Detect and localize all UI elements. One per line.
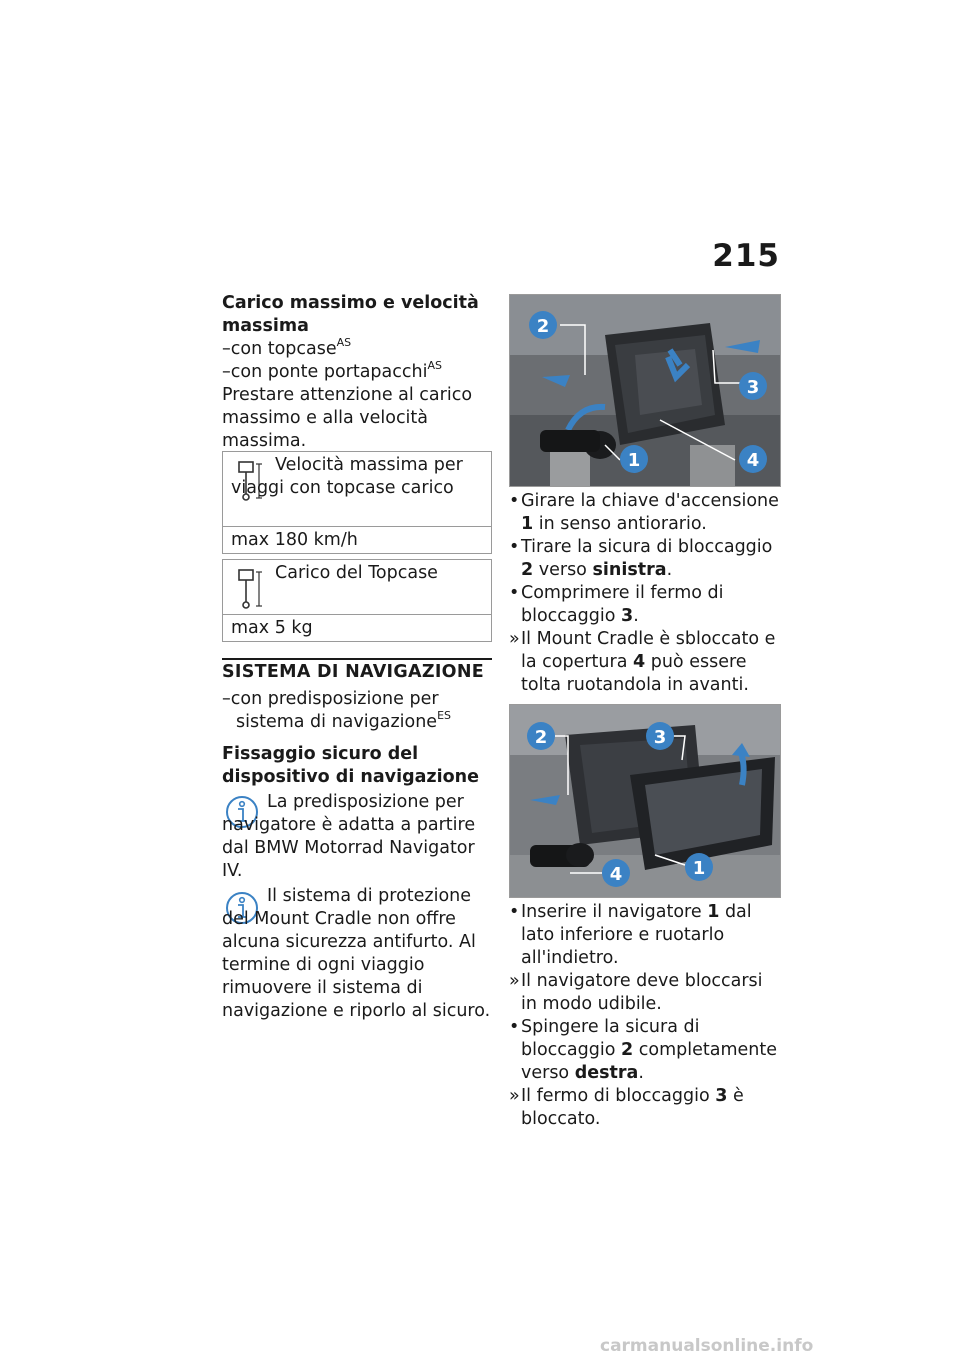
spec-value: max 5 kg [231,618,313,638]
navigator-illustration [510,705,780,897]
steps-unlock [509,490,779,697]
page-number: 215 [712,238,780,274]
option-navigation: –con predisposizione per sistema di navigazione$^{ES}$ [222,689,452,732]
steps-insert [509,901,779,1131]
callout-1: 1 [692,858,706,879]
option-luggage-rack: –con ponte portapacchi$^{AS}$ [222,359,442,382]
callout-4: 4 [746,450,760,471]
result-item: » Il Mount Cradle è sbloccato e la copertura 4 può essere tolta ruotandola in avanti. [509,628,779,697]
subheading: Fissaggio sicuro del dispositivo di navigazione [222,744,479,787]
navigation-section [222,688,492,789]
cradle-illustration [510,295,780,486]
result-item: » Il fermo di bloccaggio 3 è bloccato. [509,1085,779,1131]
callout-2: 2 [534,727,548,748]
navigation-section-heading: SISTEMA DI NAVIGAZIONE [222,658,492,682]
photo-mount-cradle-unlock [509,294,781,487]
option-topcase: –con topcase$^{AS}$ [222,336,352,359]
intro-text: Prestare attenzione al carico massimo e alla velocità massima. [222,385,473,451]
callout-4: 4 [609,864,623,885]
step-item: • Spingere la sicura di bloccaggio 2 completamente verso destra. [509,1016,779,1085]
step-item: • Tirare la sicura di bloccaggio 2 verso sinistra. [509,536,779,582]
section-title: Carico massimo e velocità massima [222,293,479,336]
result-item: » Il navigatore deve bloccarsi in modo udibile. [509,970,779,1016]
watermark: carmanualsonline.info [600,1336,814,1356]
spec-value: max 180 km/h [231,530,358,550]
spec-label: Velocità massima per viaggi con topcase carico [231,455,463,498]
info-text-theft-warning: Il sistema di protezione del Mount Cradle non offre alcuna sicurezza antifurto. Al termine di ogni viaggio rimuovere il sistema di navigazione e riporlo al sicuro. [222,886,491,1021]
spec-box-max-speed [222,451,492,554]
callout-3: 3 [746,377,760,398]
load-speed-section [222,292,492,453]
step-item: • Inserire il navigatore 1 dal lato inferiore e ruotarlo all'indietro. [509,901,779,970]
spec-label: Carico del Topcase [275,563,438,583]
step-item: • Comprimere il fermo di bloccaggio 3. [509,582,779,628]
callout-1: 1 [627,450,641,471]
callout-2: 2 [536,316,550,337]
photo-navigator-insert [509,704,781,898]
spec-box-topcase-load [222,559,492,642]
info-text-compatibility: La predisposizione per navigatore è adatta a partire dal BMW Motorrad Navigator IV. [222,792,476,881]
step-item: • Girare la chiave d'accensione 1 in senso antiorario. [509,490,779,536]
callout-3: 3 [653,727,667,748]
